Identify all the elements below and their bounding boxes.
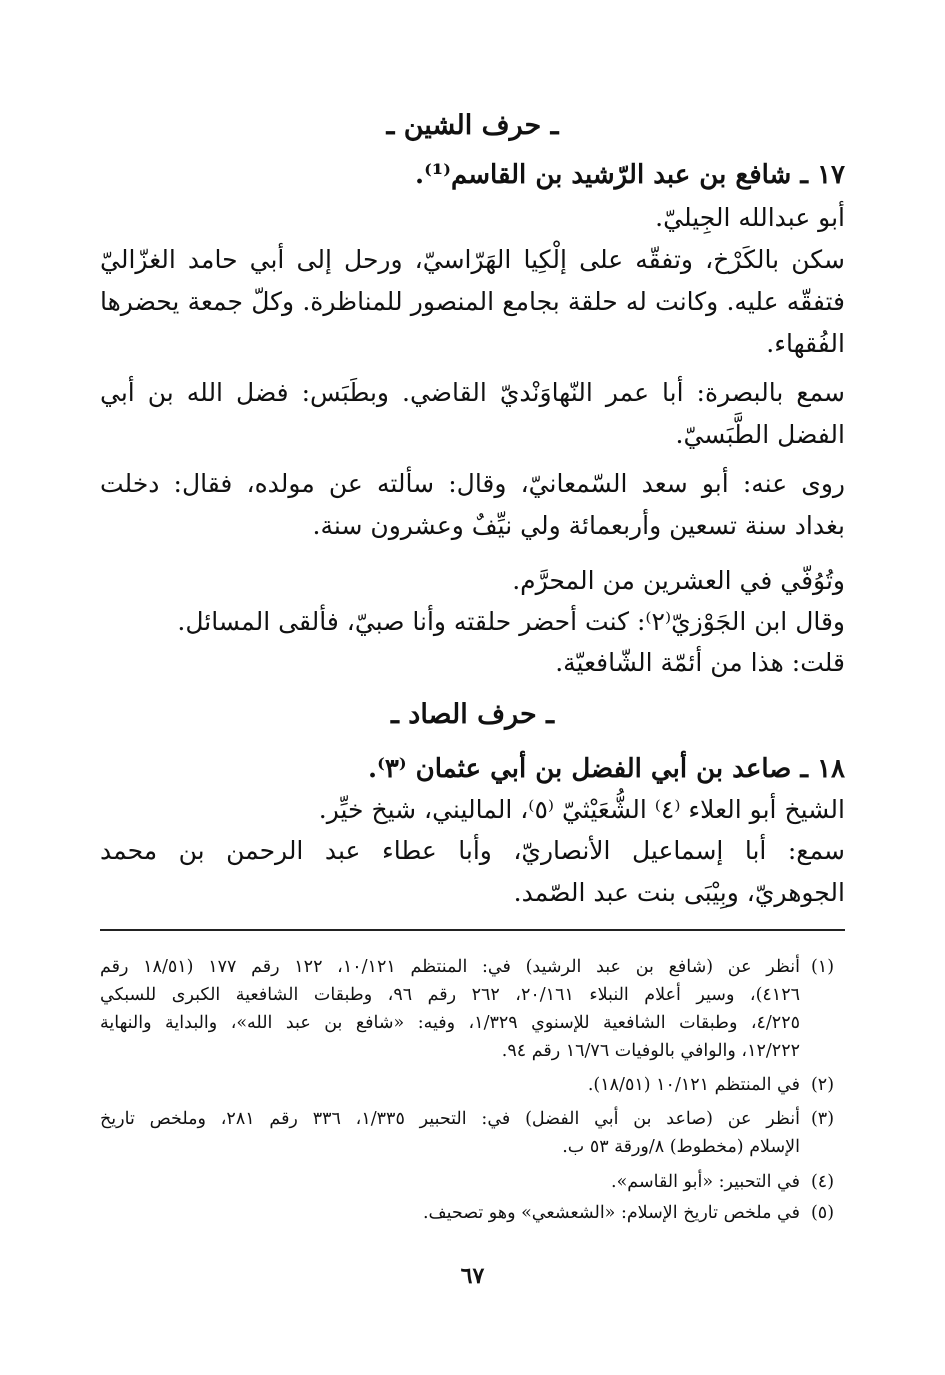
footnote-1-cont: [100, 1038, 845, 1065]
footnote-text: ٤١٢٦)، وسير أعلام النبلاء ٢٠/١٦١، ٢٦٢ رقم ٩٦، وطبقات الشافعية الكبرى للسبكي: [100, 985, 801, 1005]
footnote-number: (١): [810, 957, 835, 977]
entry-18-line: الجوهريّ، وبِيْبَى بنت عبد الصّمد.: [513, 878, 845, 907]
footnote-number: (٣): [810, 1109, 835, 1129]
entry-17-line: الفضل الطَّبَسيّ.: [675, 420, 845, 449]
footnote-1-cont: [100, 982, 845, 1009]
entry-17-line: الفُقهاء.: [766, 329, 845, 358]
footnote-1: [100, 954, 845, 981]
section-heading-sad: ـ حرف الصاد ـ: [391, 699, 554, 730]
entry-18-line: سمع: أبا إسماعيل الأنصاريّ، وأبا عطاء عبد الرحمن بن محمد: [100, 836, 845, 865]
footnote-3-cont: [100, 1134, 845, 1161]
footnote-text: في التحبير: «أبو القاسم».: [611, 1172, 800, 1192]
footnote-text: أنظر عن (صاعد بن أبي الفضل) في: التحبير ١/٣٣٥، ٣٣٦ رقم ٢٨١، وملخص تاريخ: [100, 1109, 801, 1129]
section-heading-shin: ـ حرف الشين ـ: [386, 110, 559, 141]
entry-17-line: سكن بالكَرْخ، وتفقّه على إلْكِيا الهَرّاسيّ، ورحل إلى أبي حامد الغزّاليّ: [100, 245, 845, 274]
footnote-separator: [100, 929, 845, 931]
footnote-4: [100, 1169, 845, 1196]
entry-18-title: ١٨ ـ صاعد بن أبي الفضل بن أبي عثمان ⁽٣⁾.: [368, 754, 845, 784]
entry-17-line: فتفقّه عليه. وكانت له حلقة بجامع المنصور للمناظرة. وكلّ جمعة يحضرها: [100, 287, 845, 316]
entry-17-line: وتُوُفّي في العشرين من المحرَّم.: [512, 566, 845, 595]
entry-17-line: سمع بالبصرة: أبا عمر النّهاوَنْديّ القاضي. وبطَبَس: فضل الله بن أبي: [100, 378, 845, 407]
footnote-3: [100, 1106, 845, 1133]
footnote-1-cont: [100, 1010, 845, 1037]
footnote-2: [100, 1072, 845, 1099]
footnote-text: ١٢/٢٢٢، والوافي بالوفيات ١٦/٧٦ رقم ٩٤.: [501, 1041, 800, 1061]
entry-17-line: وقال ابن الجَوْزيّ⁽٢⁾: كنت أحضر حلقته وأنا صبيّ، فألقى المسائل.: [177, 607, 845, 636]
footnote-text: في المنتظم ١٠/١٢١ (١٨/٥١).: [587, 1075, 800, 1095]
footnote-text: أنظر عن (شافع بن عبد الرشيد) في: المنتظم ١٠/١٢١، ١٢٢ رقم ١٧٧ (١٨/٥١ رقم: [100, 957, 800, 977]
entry-17-title: ١٧ ـ شافع بن عبد الرّشيد بن القاسم⁽¹⁾.: [415, 160, 845, 190]
footnote-text: ٤/٢٢٥، وطبقات الشافعية للإسنوي ١/٣٢٩، وفيه: «شافع بن عبد الله»، والبداية والنهاية: [100, 1013, 800, 1033]
entry-17-line: بغداد سنة تسعين وأربعمائة ولي نيِّفٌ وعشرون سنة.: [312, 511, 845, 540]
footnote-5: [100, 1200, 845, 1227]
footnote-number: (٤): [810, 1172, 835, 1192]
footnote-number: (٥): [810, 1203, 835, 1223]
entry-17-line: قلت: هذا من أئمّة الشّافعيّة.: [555, 648, 845, 677]
footnote-number: (٢): [810, 1075, 835, 1095]
page-number: ٦٧: [460, 1263, 485, 1289]
entry-18-line: الشيخ أبو العلاء ⁽٤⁾ الشُّعَيْثيّ ⁽٥⁾، الماليني، شيخ خيِّر.: [318, 795, 845, 824]
footnote-text: في ملخص تاريخ الإسلام: «الشعشعي» وهو تصحيف.: [422, 1203, 800, 1223]
entry-17-line: روى عنه: أبو سعد السّمعانيّ، وقال: سألته عن مولده، فقال: دخلت: [100, 469, 845, 498]
footnote-text: الإسلام (مخطوط) ٨/ورقة ٥٣ ب.: [562, 1137, 800, 1157]
entry-17-line: أبو عبدالله الجِيليّ.: [655, 203, 845, 232]
